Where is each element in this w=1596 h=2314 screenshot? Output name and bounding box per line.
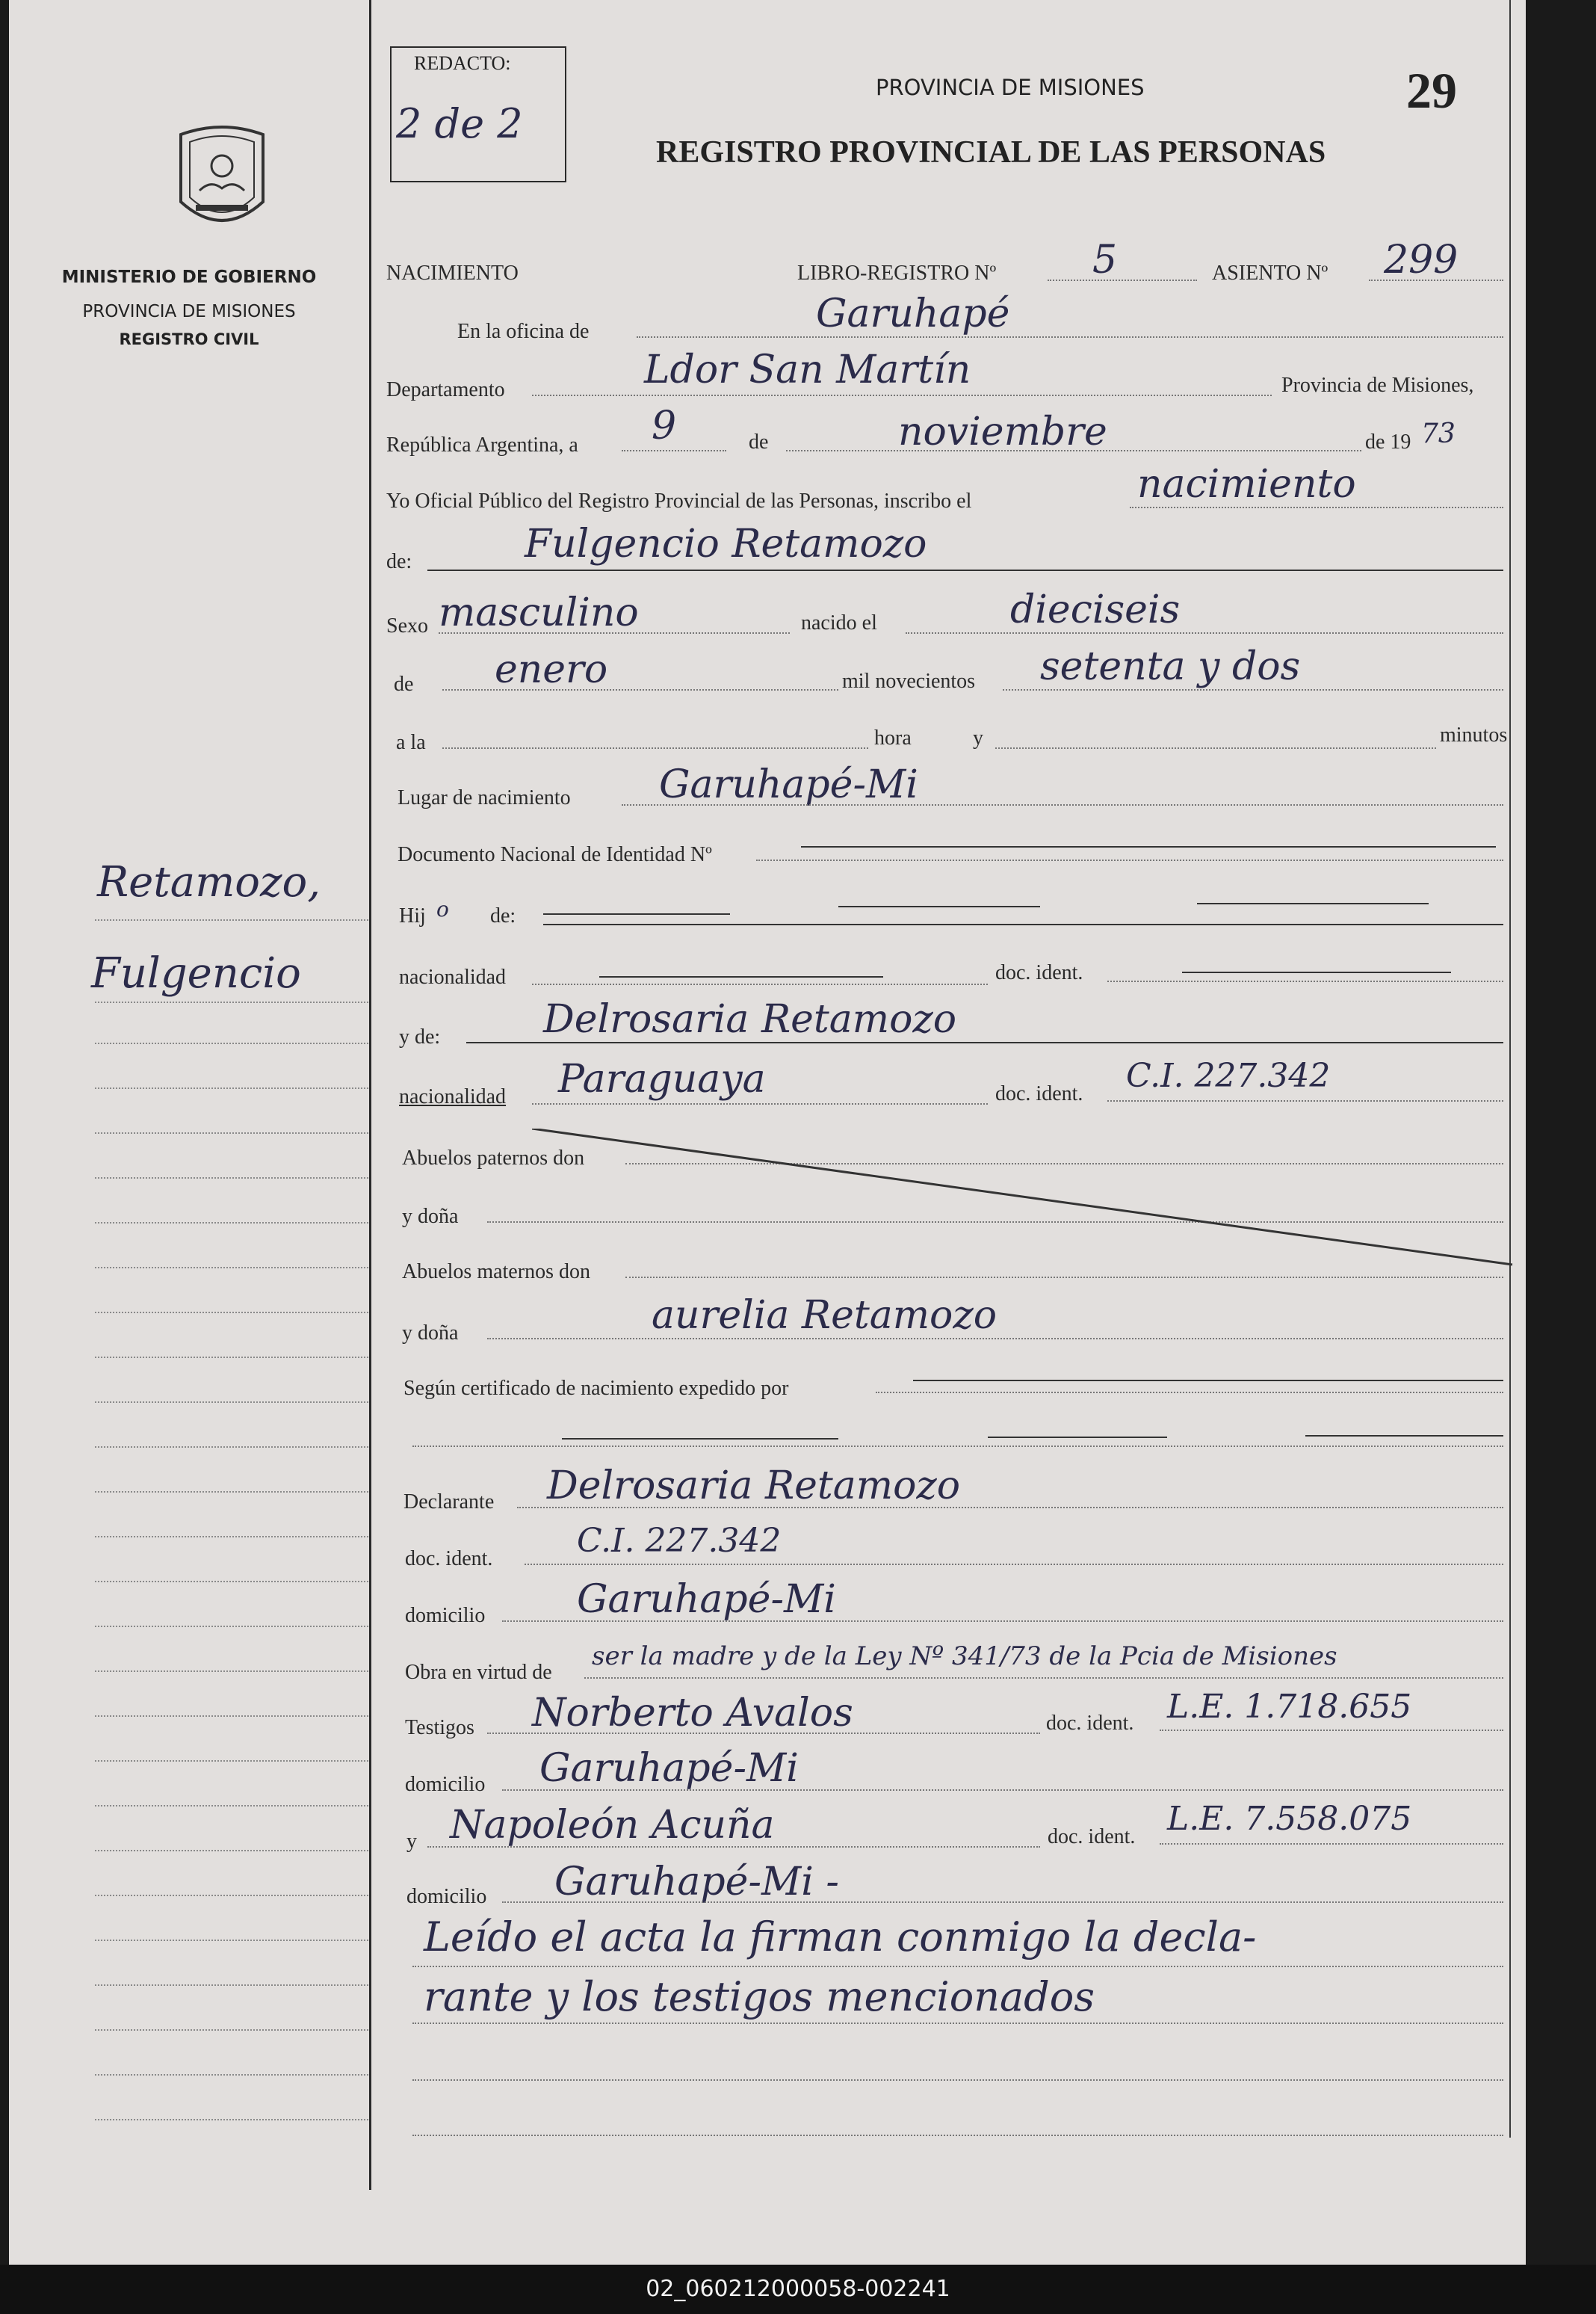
asiento-dotted-line bbox=[1369, 280, 1503, 281]
dni-dotted-line bbox=[756, 860, 1503, 861]
margin-ruled-line bbox=[95, 2119, 371, 2120]
father-nat-dotted-line bbox=[532, 984, 988, 985]
margin-given-name: Fulgencio bbox=[91, 949, 301, 998]
obra-label: Obra en virtud de bbox=[405, 1661, 552, 1684]
testigo1-doc-label: doc. ident. bbox=[1046, 1712, 1134, 1735]
year-prefix: de 19 bbox=[1365, 431, 1411, 454]
testigo2-doc-value: L.E. 7.558.075 bbox=[1167, 1800, 1412, 1838]
margin-ruled-line bbox=[95, 1626, 371, 1627]
closing-dotted-line-4 bbox=[412, 2135, 1503, 2136]
departamento-dotted-line bbox=[532, 395, 1272, 396]
domicilio-label: domicilio bbox=[405, 1604, 486, 1627]
nacido-dotted-line bbox=[906, 632, 1503, 634]
record-type-label: NACIMIENTO bbox=[386, 262, 519, 285]
margin-ruled-line bbox=[95, 1715, 371, 1717]
mother-doc-label: doc. ident. bbox=[995, 1082, 1083, 1105]
margin-ruled-line bbox=[95, 1446, 371, 1448]
mother-doc-dotted-line bbox=[1107, 1100, 1503, 1102]
ydona-paterna-label: y doña bbox=[402, 1205, 459, 1228]
month-value: noviembre bbox=[898, 410, 1107, 454]
hijo-suffix: o bbox=[436, 897, 449, 922]
margin-surname: Retamozo, bbox=[97, 858, 321, 907]
oficina-dotted-line bbox=[637, 336, 1503, 338]
year-value: 73 bbox=[1421, 419, 1456, 449]
lugar-label: Lugar de nacimiento bbox=[398, 786, 571, 809]
birth-month-dotted-line bbox=[442, 689, 838, 691]
register-page bbox=[9, 0, 1526, 2265]
departamento-label: Departamento bbox=[386, 378, 505, 401]
closing-line-2: rante y los testigos mencionados bbox=[424, 1973, 1095, 2020]
de-name-label: de: bbox=[386, 550, 412, 573]
departamento-value: Ldor San Martín bbox=[644, 348, 971, 392]
closing-dotted-line-1 bbox=[412, 1966, 1503, 1967]
margin-ruled-line bbox=[95, 2074, 371, 2076]
declarante-doc-value: C.I. 227.342 bbox=[577, 1522, 782, 1560]
closing-dotted-line-2 bbox=[412, 2023, 1503, 2024]
redacto-value: 2 de 2 bbox=[396, 100, 523, 147]
birth-year-value: setenta y dos bbox=[1040, 644, 1301, 689]
ministry-label: MINISTERIO DE GOBIERNO bbox=[61, 268, 317, 287]
mother-solid-line bbox=[466, 1042, 1503, 1043]
father-solid-line-3 bbox=[1197, 903, 1429, 904]
testigo2-domicilio-label: domicilio bbox=[406, 1885, 487, 1908]
abuelos-paternos-label: Abuelos paternos don bbox=[402, 1147, 585, 1170]
hijo-de-label: de: bbox=[490, 904, 516, 928]
ydona-materna-label: y doña bbox=[402, 1321, 459, 1345]
abuela-materna-value: aurelia Retamozo bbox=[652, 1293, 998, 1338]
testigo1-dom-dotted-line bbox=[502, 1789, 1503, 1791]
hora-label: hora bbox=[874, 726, 912, 750]
y-label: y bbox=[973, 726, 983, 750]
redacto-box bbox=[390, 46, 566, 182]
month-dotted-line bbox=[786, 450, 1361, 451]
mother-name: Delrosaria Retamozo bbox=[543, 997, 957, 1042]
testigo1-dotted-line bbox=[487, 1733, 1040, 1734]
oficial-label: Yo Oficial Público del Registro Provincial de las Personas, inscribo el bbox=[386, 490, 972, 513]
libro-label: LIBRO-REGISTRO Nº bbox=[797, 262, 997, 285]
mother-nationality-value: Paraguaya bbox=[558, 1057, 766, 1102]
cert-solid-line-2 bbox=[988, 1437, 1167, 1438]
cert-solid-line-1 bbox=[562, 1438, 838, 1440]
day-value: 9 bbox=[652, 404, 677, 448]
cert-solid-line-3 bbox=[1305, 1435, 1503, 1437]
father-base-line bbox=[543, 924, 1503, 925]
testigo1-doc-value: L.E. 1.718.655 bbox=[1167, 1688, 1412, 1726]
father-solid-line-2 bbox=[838, 906, 1040, 907]
testigo1-domicilio-value: Garuhapé-Mi bbox=[539, 1746, 799, 1791]
nacido-value: dieciseis bbox=[1010, 587, 1181, 632]
margin-ruled-line bbox=[95, 1132, 371, 1134]
nacido-label: nacido el bbox=[801, 611, 877, 635]
lugar-dotted-line bbox=[622, 804, 1503, 806]
domicilio-value: Garuhapé-Mi bbox=[577, 1577, 836, 1622]
declarante-doc-label: doc. ident. bbox=[405, 1547, 493, 1570]
declarante-label: Declarante bbox=[403, 1490, 495, 1514]
margin-ruled-line bbox=[95, 2029, 371, 2031]
declarante-dotted-line bbox=[517, 1507, 1503, 1508]
oficina-value: Garuhapé bbox=[816, 291, 1010, 336]
hijo-label: Hij bbox=[399, 904, 426, 928]
day-dotted-line bbox=[622, 450, 726, 451]
margin-ruled-line bbox=[95, 1940, 371, 1941]
margin-ruled-line bbox=[95, 1267, 371, 1268]
oficial-dotted-line bbox=[1130, 507, 1503, 508]
declarante-value: Delrosaria Retamozo bbox=[547, 1463, 961, 1508]
closing-line-1: Leído el acta la firman conmigo la decla- bbox=[424, 1913, 1257, 1960]
oficial-value: nacimiento bbox=[1137, 462, 1356, 507]
republica-label: República Argentina, a bbox=[386, 434, 578, 457]
registered-name: Fulgencio Retamozo bbox=[525, 522, 927, 567]
sidebar-province-label: PROVINCIA DE MISIONES bbox=[82, 302, 296, 321]
sexo-dotted-line bbox=[439, 632, 790, 634]
testigo2-doc-label: doc. ident. bbox=[1048, 1825, 1136, 1848]
testigo1-domicilio-label: domicilio bbox=[405, 1773, 486, 1796]
mother-nacionalidad-label: nacionalidad bbox=[399, 1085, 507, 1108]
page-number: 29 bbox=[1406, 62, 1457, 119]
margin-ruled-line bbox=[95, 1491, 371, 1493]
archive-id-footer: 02_060212000058-002241 bbox=[0, 2265, 1596, 2314]
mother-label: y de: bbox=[399, 1025, 441, 1049]
margin-ruled-line bbox=[95, 1670, 371, 1672]
declarante-doc-dotted-line bbox=[525, 1564, 1503, 1565]
sexo-label: Sexo bbox=[386, 614, 428, 638]
mother-nat-dotted-line bbox=[532, 1103, 988, 1105]
margin-ruled-line bbox=[95, 1984, 371, 1986]
registro-civil-label: REGISTRO CIVIL bbox=[119, 330, 259, 348]
province-title: PROVINCIA DE MISIONES bbox=[876, 75, 1145, 100]
name-solid-line bbox=[427, 570, 1503, 571]
dni-solid-line bbox=[801, 846, 1496, 848]
minutos-label: minutos bbox=[1440, 723, 1508, 747]
testigo2-name: Napoleón Acuña bbox=[450, 1803, 775, 1848]
margin-ruled-line bbox=[95, 1002, 371, 1003]
margin-ruled-line bbox=[95, 1087, 371, 1089]
column-divider bbox=[369, 0, 371, 2190]
margin-ruled-line bbox=[95, 1850, 371, 1851]
segun-label: Según certificado de nacimiento expedido por bbox=[403, 1377, 789, 1400]
libro-value: 5 bbox=[1092, 238, 1118, 283]
segun-dotted-line bbox=[876, 1392, 1503, 1393]
cert-dotted-line bbox=[412, 1446, 1503, 1447]
dni-label: Documento Nacional de Identidad Nº bbox=[398, 843, 712, 866]
margin-ruled-line bbox=[95, 919, 371, 921]
abuelos-mat-dotted-line bbox=[625, 1277, 1503, 1278]
left-margin-column bbox=[9, 0, 369, 2265]
margin-ruled-line bbox=[95, 1357, 371, 1358]
mother-doc-value: C.I. 227.342 bbox=[1126, 1057, 1331, 1095]
margin-ruled-line bbox=[95, 1805, 371, 1807]
domicilio-dotted-line bbox=[502, 1620, 1503, 1622]
margin-ruled-line bbox=[95, 1760, 371, 1762]
hour-dotted-line bbox=[442, 747, 868, 749]
father-nacionalidad-label: nacionalidad bbox=[399, 966, 507, 989]
lugar-value: Garuhapé-Mi bbox=[659, 762, 918, 807]
testigo2-domicilio-value: Garuhapé-Mi - bbox=[554, 1860, 839, 1904]
ala-label: a la bbox=[396, 731, 426, 754]
cancel-stroke bbox=[532, 1129, 1518, 1271]
obra-dotted-line bbox=[584, 1677, 1503, 1679]
margin-ruled-line bbox=[95, 1177, 371, 1179]
father-doc-dotted-line bbox=[1107, 981, 1503, 982]
margin-ruled-line bbox=[95, 1043, 371, 1044]
birth-year-dotted-line bbox=[1003, 689, 1503, 691]
birth-month-value: enero bbox=[495, 647, 608, 692]
margin-ruled-line bbox=[95, 1222, 371, 1224]
testigo2-doc-dotted-line bbox=[1160, 1843, 1503, 1845]
libro-dotted-line bbox=[1048, 280, 1197, 281]
testigo2-dotted-line bbox=[427, 1846, 1040, 1848]
oficina-label: En la oficina de bbox=[457, 320, 590, 343]
segun-solid-line bbox=[913, 1380, 1503, 1381]
father-doc-solid-line bbox=[1182, 972, 1451, 973]
father-solid-line-1 bbox=[543, 913, 730, 915]
margin-ruled-line bbox=[95, 1312, 371, 1313]
margin-ruled-line bbox=[95, 1401, 371, 1403]
obra-value: ser la madre y de la Ley Nº 341/73 de la Pcia de Misiones bbox=[592, 1641, 1337, 1671]
mil-novecientos-label: mil novecientos bbox=[842, 670, 976, 693]
provincia-label: Provincia de Misiones, bbox=[1281, 374, 1474, 397]
provincial-seal-icon bbox=[166, 120, 278, 239]
testigo1-doc-dotted-line bbox=[1160, 1730, 1503, 1731]
redacto-label: REDACTO: bbox=[414, 52, 511, 74]
abuelos-maternos-label: Abuelos maternos don bbox=[402, 1260, 590, 1283]
sexo-value: masculino bbox=[439, 590, 639, 635]
testigos-label: Testigos bbox=[405, 1716, 474, 1739]
registry-title: REGISTRO PROVINCIAL DE LAS PERSONAS bbox=[656, 135, 1326, 170]
margin-ruled-line bbox=[95, 1581, 371, 1582]
father-nat-solid-line bbox=[599, 976, 883, 978]
closing-dotted-line-3 bbox=[412, 2079, 1503, 2081]
testigo2-dom-dotted-line bbox=[502, 1901, 1503, 1903]
asiento-label: ASIENTO Nº bbox=[1212, 262, 1329, 285]
father-doc-label: doc. ident. bbox=[995, 961, 1083, 984]
margin-ruled-line bbox=[95, 1895, 371, 1896]
testigo1-name: Norberto Avalos bbox=[532, 1691, 853, 1736]
de-label: de bbox=[749, 431, 769, 454]
ydona-mat-dotted-line bbox=[487, 1338, 1503, 1339]
minutes-dotted-line bbox=[995, 747, 1436, 749]
de-birth-month-label: de bbox=[394, 673, 414, 696]
margin-ruled-line bbox=[95, 1536, 371, 1537]
y-testigo2-label: y bbox=[406, 1830, 417, 1853]
asiento-value: 299 bbox=[1384, 238, 1459, 283]
right-border-line bbox=[1509, 0, 1511, 2138]
